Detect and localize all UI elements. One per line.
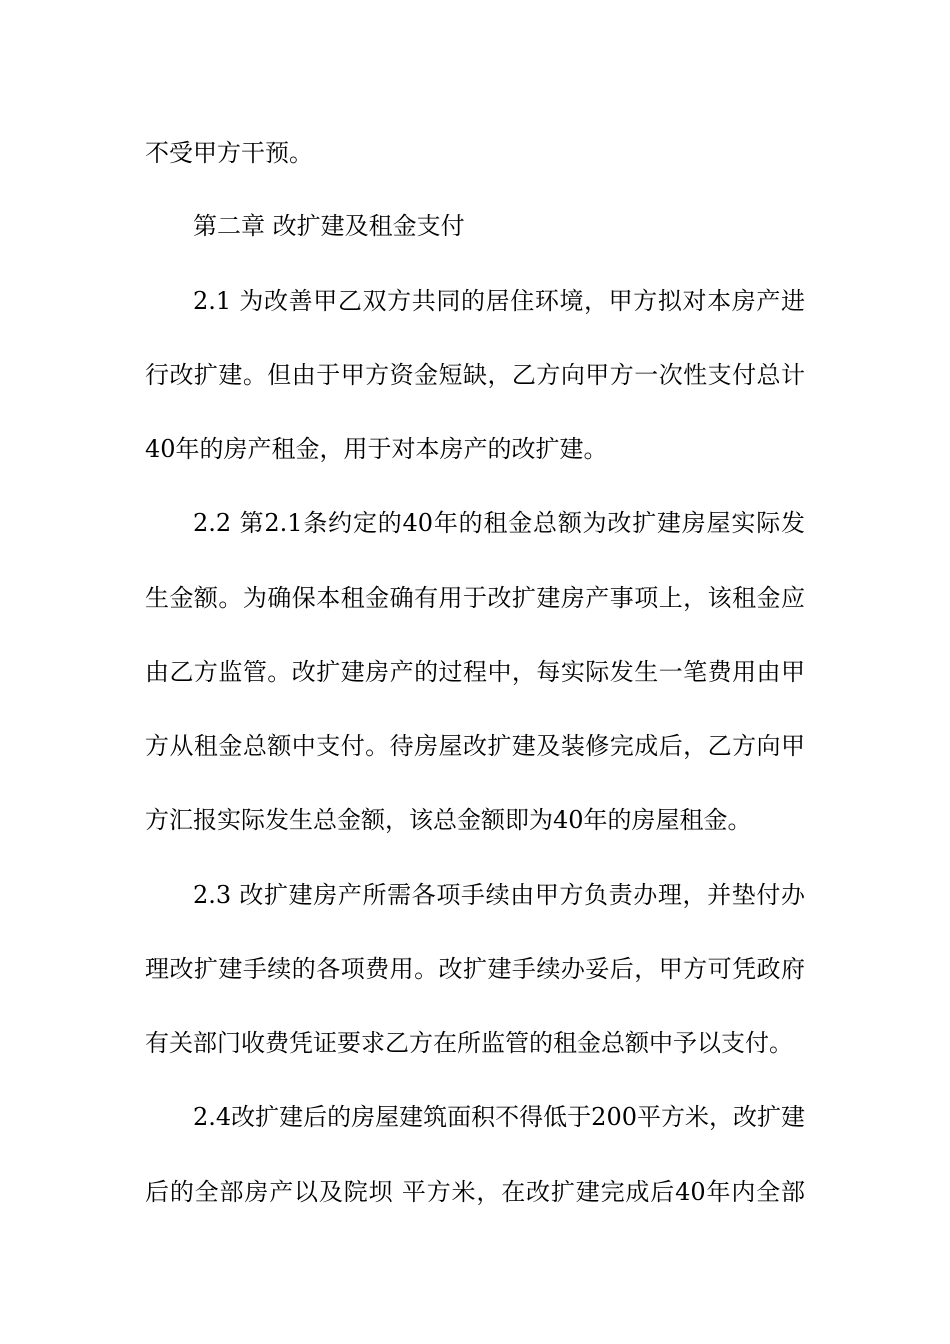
paragraph-line: 2.3 改扩建房产所需各项手续由甲方负责办理，并垫付办 bbox=[193, 881, 805, 909]
paragraph-line: 有关部门收费凭证要求乙方在所监管的租金总额中予以支付。 bbox=[145, 1029, 793, 1057]
chapter-heading: 第二章 改扩建及租金支付 bbox=[193, 212, 465, 240]
paragraph-line: 由乙方监管。改扩建房产的过程中，每实际发生一笔费用由甲 bbox=[145, 658, 805, 686]
paragraph-line: 方汇报实际发生总金额，该总金额即为40年的房屋租金。 bbox=[145, 806, 752, 834]
paragraph-line: 40年的房产租金，用于对本房产的改扩建。 bbox=[145, 435, 608, 463]
paragraph-line: 2.4改扩建后的房屋建筑面积不得低于200平方米，改扩建 bbox=[193, 1103, 805, 1131]
paragraph-line: 理改扩建手续的各项费用。改扩建手续办妥后，甲方可凭政府 bbox=[145, 955, 805, 983]
paragraph-line: 生金额。为确保本租金确有用于改扩建房产事项上，该租金应 bbox=[145, 584, 805, 612]
paragraph-line: 方从租金总额中支付。待房屋改扩建及装修完成后，乙方向甲 bbox=[145, 732, 805, 760]
paragraph-line: 2.2 第2.1条约定的40年的租金总额为改扩建房屋实际发 bbox=[193, 509, 805, 537]
paragraph-line: 不受甲方干预。 bbox=[145, 139, 313, 167]
paragraph-line: 行改扩建。但由于甲方资金短缺，乙方向甲方一次性支付总计 bbox=[145, 361, 805, 389]
paragraph-line: 2.1 为改善甲乙双方共同的居住环境，甲方拟对本房产进 bbox=[193, 287, 805, 315]
paragraph-line: 后的全部房产以及院坝 平方米，在改扩建完成后40年内全部 bbox=[145, 1178, 805, 1206]
